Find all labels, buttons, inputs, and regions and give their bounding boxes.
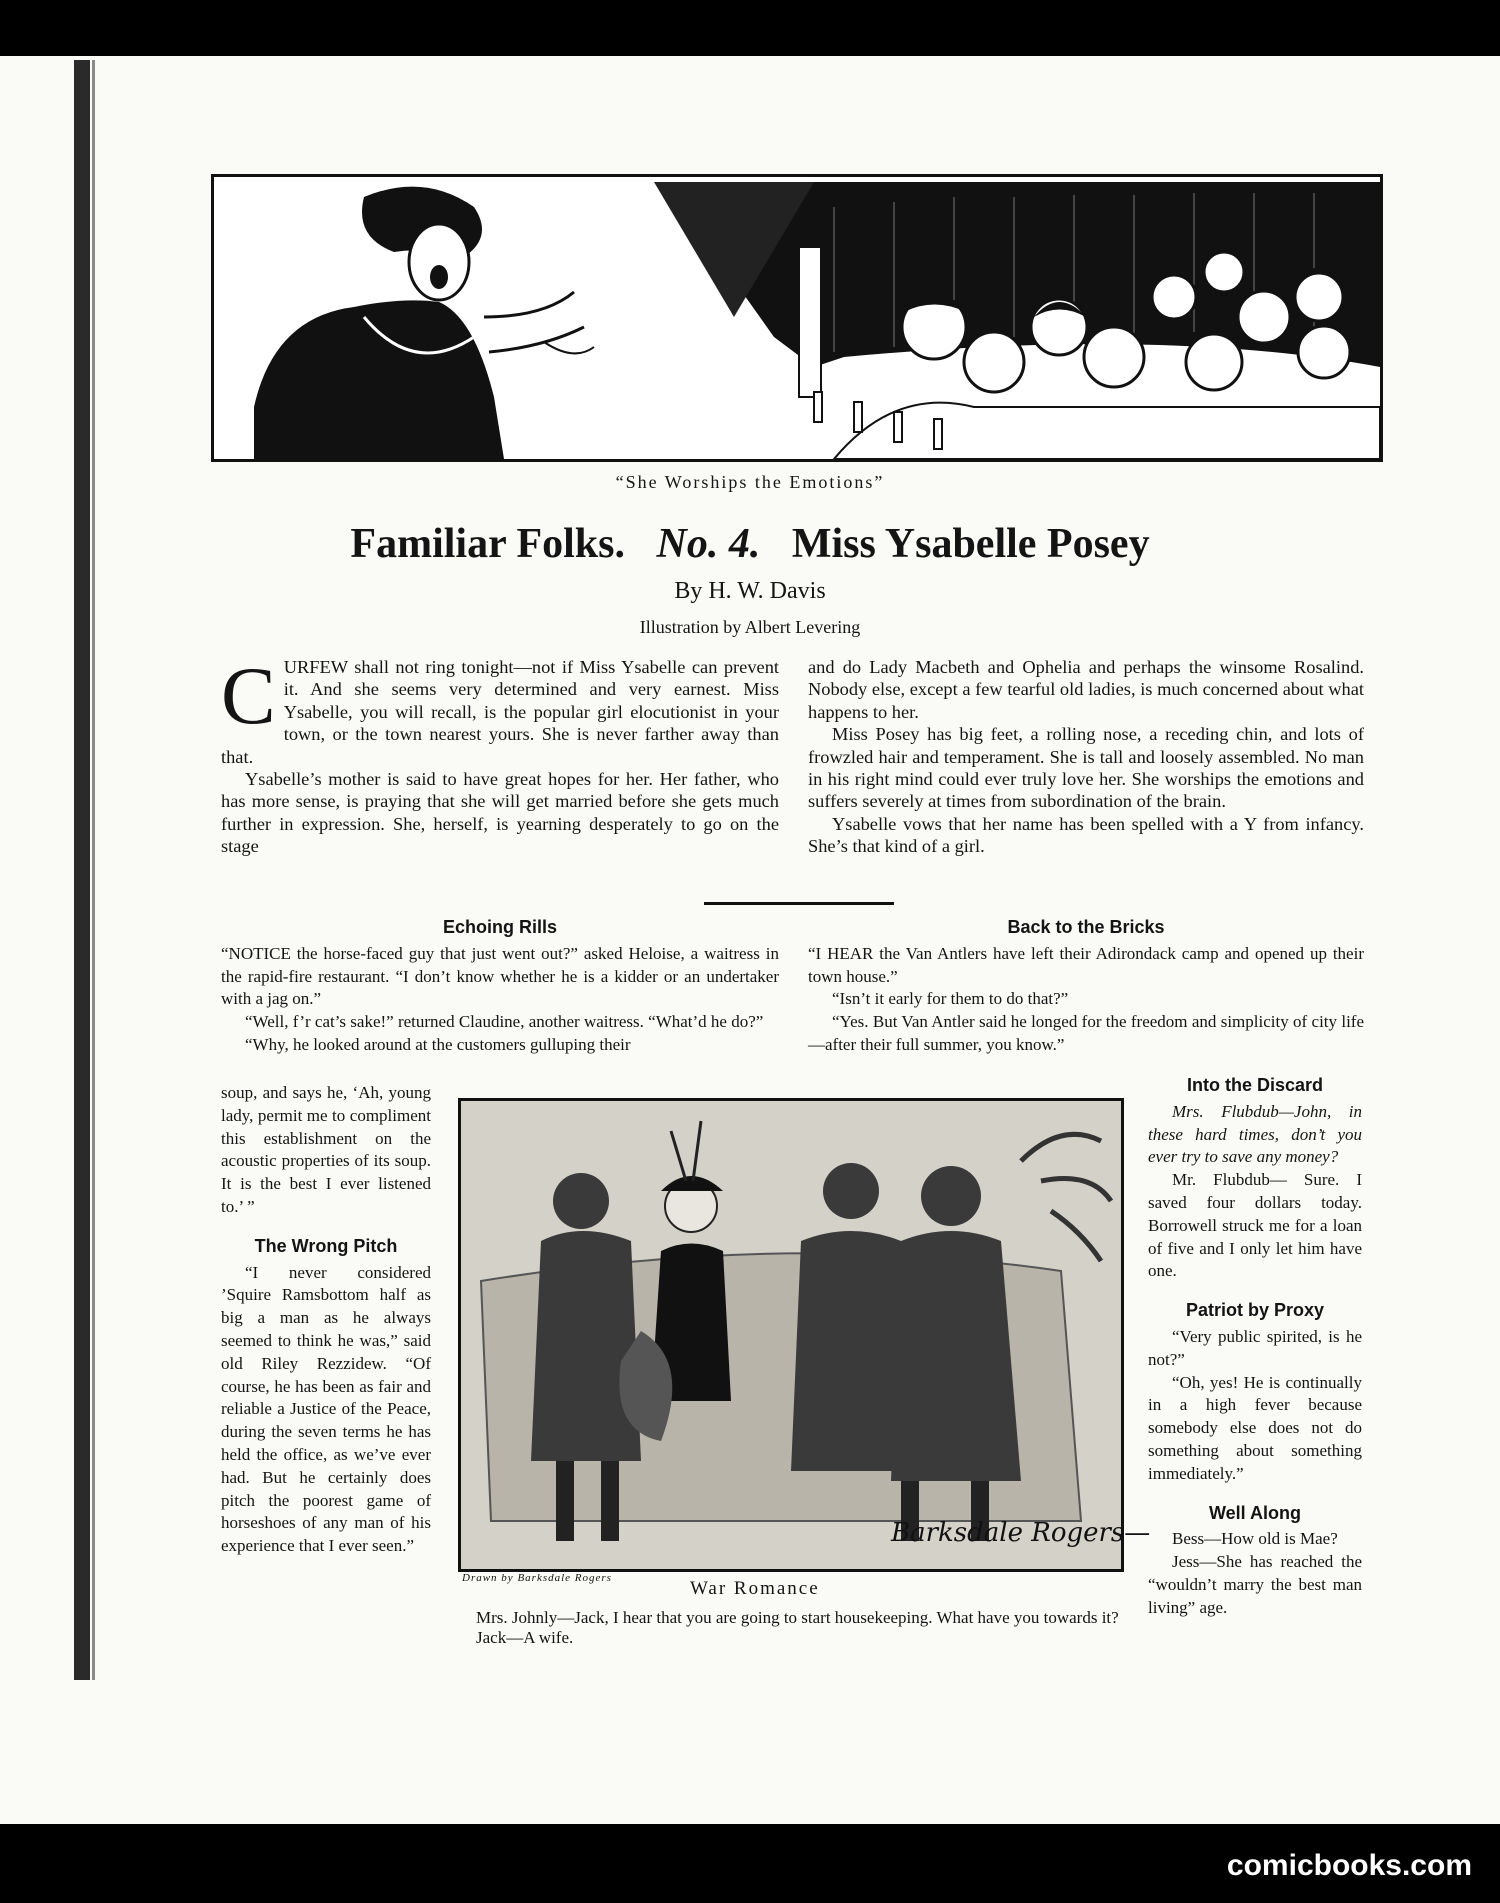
title-subject: Miss Ysabelle Posey [791,521,1150,567]
echoing-rills-continued [221,1082,431,1558]
echoing-paragraph-4: soup, and says he, ‘Ah, young lady, permit me to compliment this establishment on the acoustic properties of its soup. It is the best I ever listened to.’ ” [221,1083,431,1216]
war-romance-illustration [458,1098,1151,1572]
title-number: No. 4. [656,521,761,567]
proxy-paragraph-2: “Oh, yes! He is continually in a high fever because somebody else does not do something about something immediately.” [1148,1372,1362,1483]
proxy-paragraph-1: “Very public spirited, is he not?” [1148,1326,1362,1369]
bricks-paragraph-2: “Isn’t it early for them to do that?” [832,989,1069,1009]
intro-paragraph-2: Ysabelle’s mother is said to have great hopes for her. Her father, who has more sense, is praying that she will get married before she gets much further in expression. She, herself, is yearning desperately to go on the stage [221,769,779,857]
article-title [0,520,1500,568]
illustration-signature: Barksdale Rogers— [891,1518,1151,1548]
well-along-paragraph-1: Bess—How old is Mae? [1172,1529,1338,1549]
war-romance-text [452,1608,1120,1648]
discard-heading: Into the Discard [1186,1075,1324,1095]
binding-spine [74,60,90,1680]
discard-paragraph-2: Mr. Flubdub— Sure. I saved four dollars today. Borrowell struck me for a loan of five and I only let him have one. [1148,1170,1362,1281]
header-illustration [211,174,1383,462]
echoing-paragraph-2: “Well, f’r cat’s sake!” returned Claudine, another waitress. “What’d he do?” [245,1012,764,1032]
right-column [1148,1074,1362,1620]
bricks-paragraph-3: “Yes. But Van Antler said he longed for the freedom and simplicity of city life—after their full summer, you know.” [808,1012,1364,1054]
well-along-paragraph-2: Jess—She has reached the “wouldn’t marry the best man living” age. [1148,1552,1362,1617]
header-caption: “She Worships the Emotions” [615,472,885,492]
illustration-credit: Illustration by Albert Levering [639,617,861,637]
site-watermark: comicbooks.com [1226,1849,1472,1882]
title-part1: Familiar Folks. [350,521,625,567]
back-to-bricks-section [808,916,1364,1057]
war-romance-line-2: Jack—A wife. [476,1628,574,1647]
intro-paragraph-5: Ysabelle vows that her name has been spelled with a Y from infancy. She’s that kind of a girl. [808,813,1364,857]
echoing-rills-heading: Echoing Rills [442,917,557,937]
discard-paragraph-1: Mrs. Flubdub—John, in these hard times, don’t you ever try to save any money? [1148,1101,1362,1167]
wrong-pitch-paragraph: “I never considered ’Squire Ramsbottom half as big a man as he always seemed to think he was,” said old Riley Rezzidew. “Of course, he has been as fair and reliable a Justice of the Peace, during the seven terms he has held the office, as we’ve ever had. But he certainly does pitch the poorest game of horseshoes of any man of his experience that I ever seen.” [221,1262,431,1556]
echoing-rills-section [221,916,779,1057]
intro-column-1 [221,650,779,858]
intro-paragraph-3: and do Lady Macbeth and Ophelia and perhaps the winsome Rosalind. Nobody else, except a few tearful old ladies, is much concerned about what happens to her. [808,657,1364,722]
drop-cap: C [221,650,276,741]
proxy-heading: Patriot by Proxy [1185,1300,1325,1321]
bricks-paragraph-1: “I HEAR the Van Antlers have left their Adirondack camp and opened up their town house.” [808,943,1364,986]
drawn-by-credit: Drawn by Barksdale Rogers [462,1572,612,1584]
wrong-pitch-heading: The Wrong Pitch [254,1235,398,1256]
byline: By H. W. Davis [674,578,826,604]
war-romance-line-1: Mrs. Johnly—Jack, I hear that you are going to start housekeeping. What have you towards it? [476,1608,1119,1627]
intro-column-2 [808,656,1364,858]
war-romance-caption: War Romance [690,1578,820,1599]
echoing-paragraph-3: “Why, he looked around at the customers gulluping their [245,1034,631,1054]
back-to-bricks-heading: Back to the Bricks [1007,917,1165,937]
binding-edge [92,60,95,1680]
section-divider [704,902,894,905]
well-along-heading: Well Along [1209,1502,1301,1523]
intro-paragraph-4: Miss Posey has big feet, a rolling nose, a receding chin, and lots of frowzled hair and temperament. She is tall and loosely assembled. No man in his right mind could ever truly love her. She worships the emotions and suffers severely at times from subordination of the brain. [808,724,1364,812]
intro-paragraph-1: URFEW shall not ring tonight—not if Miss Ysabelle can prevent it. And she seems very determined and very earnest. Miss Ysabelle, you will recall, is the popular girl elocutionist in your town, or the town nearest yours. She is never farther away than that. [221,657,779,767]
echoing-paragraph-1: “NOTICE the horse-faced guy that just went out?” asked Heloise, a waitress in the rapid-fire restaurant. “I don’t know whether he is a kidder or an undertaker with a jag on.” [221,943,779,1009]
